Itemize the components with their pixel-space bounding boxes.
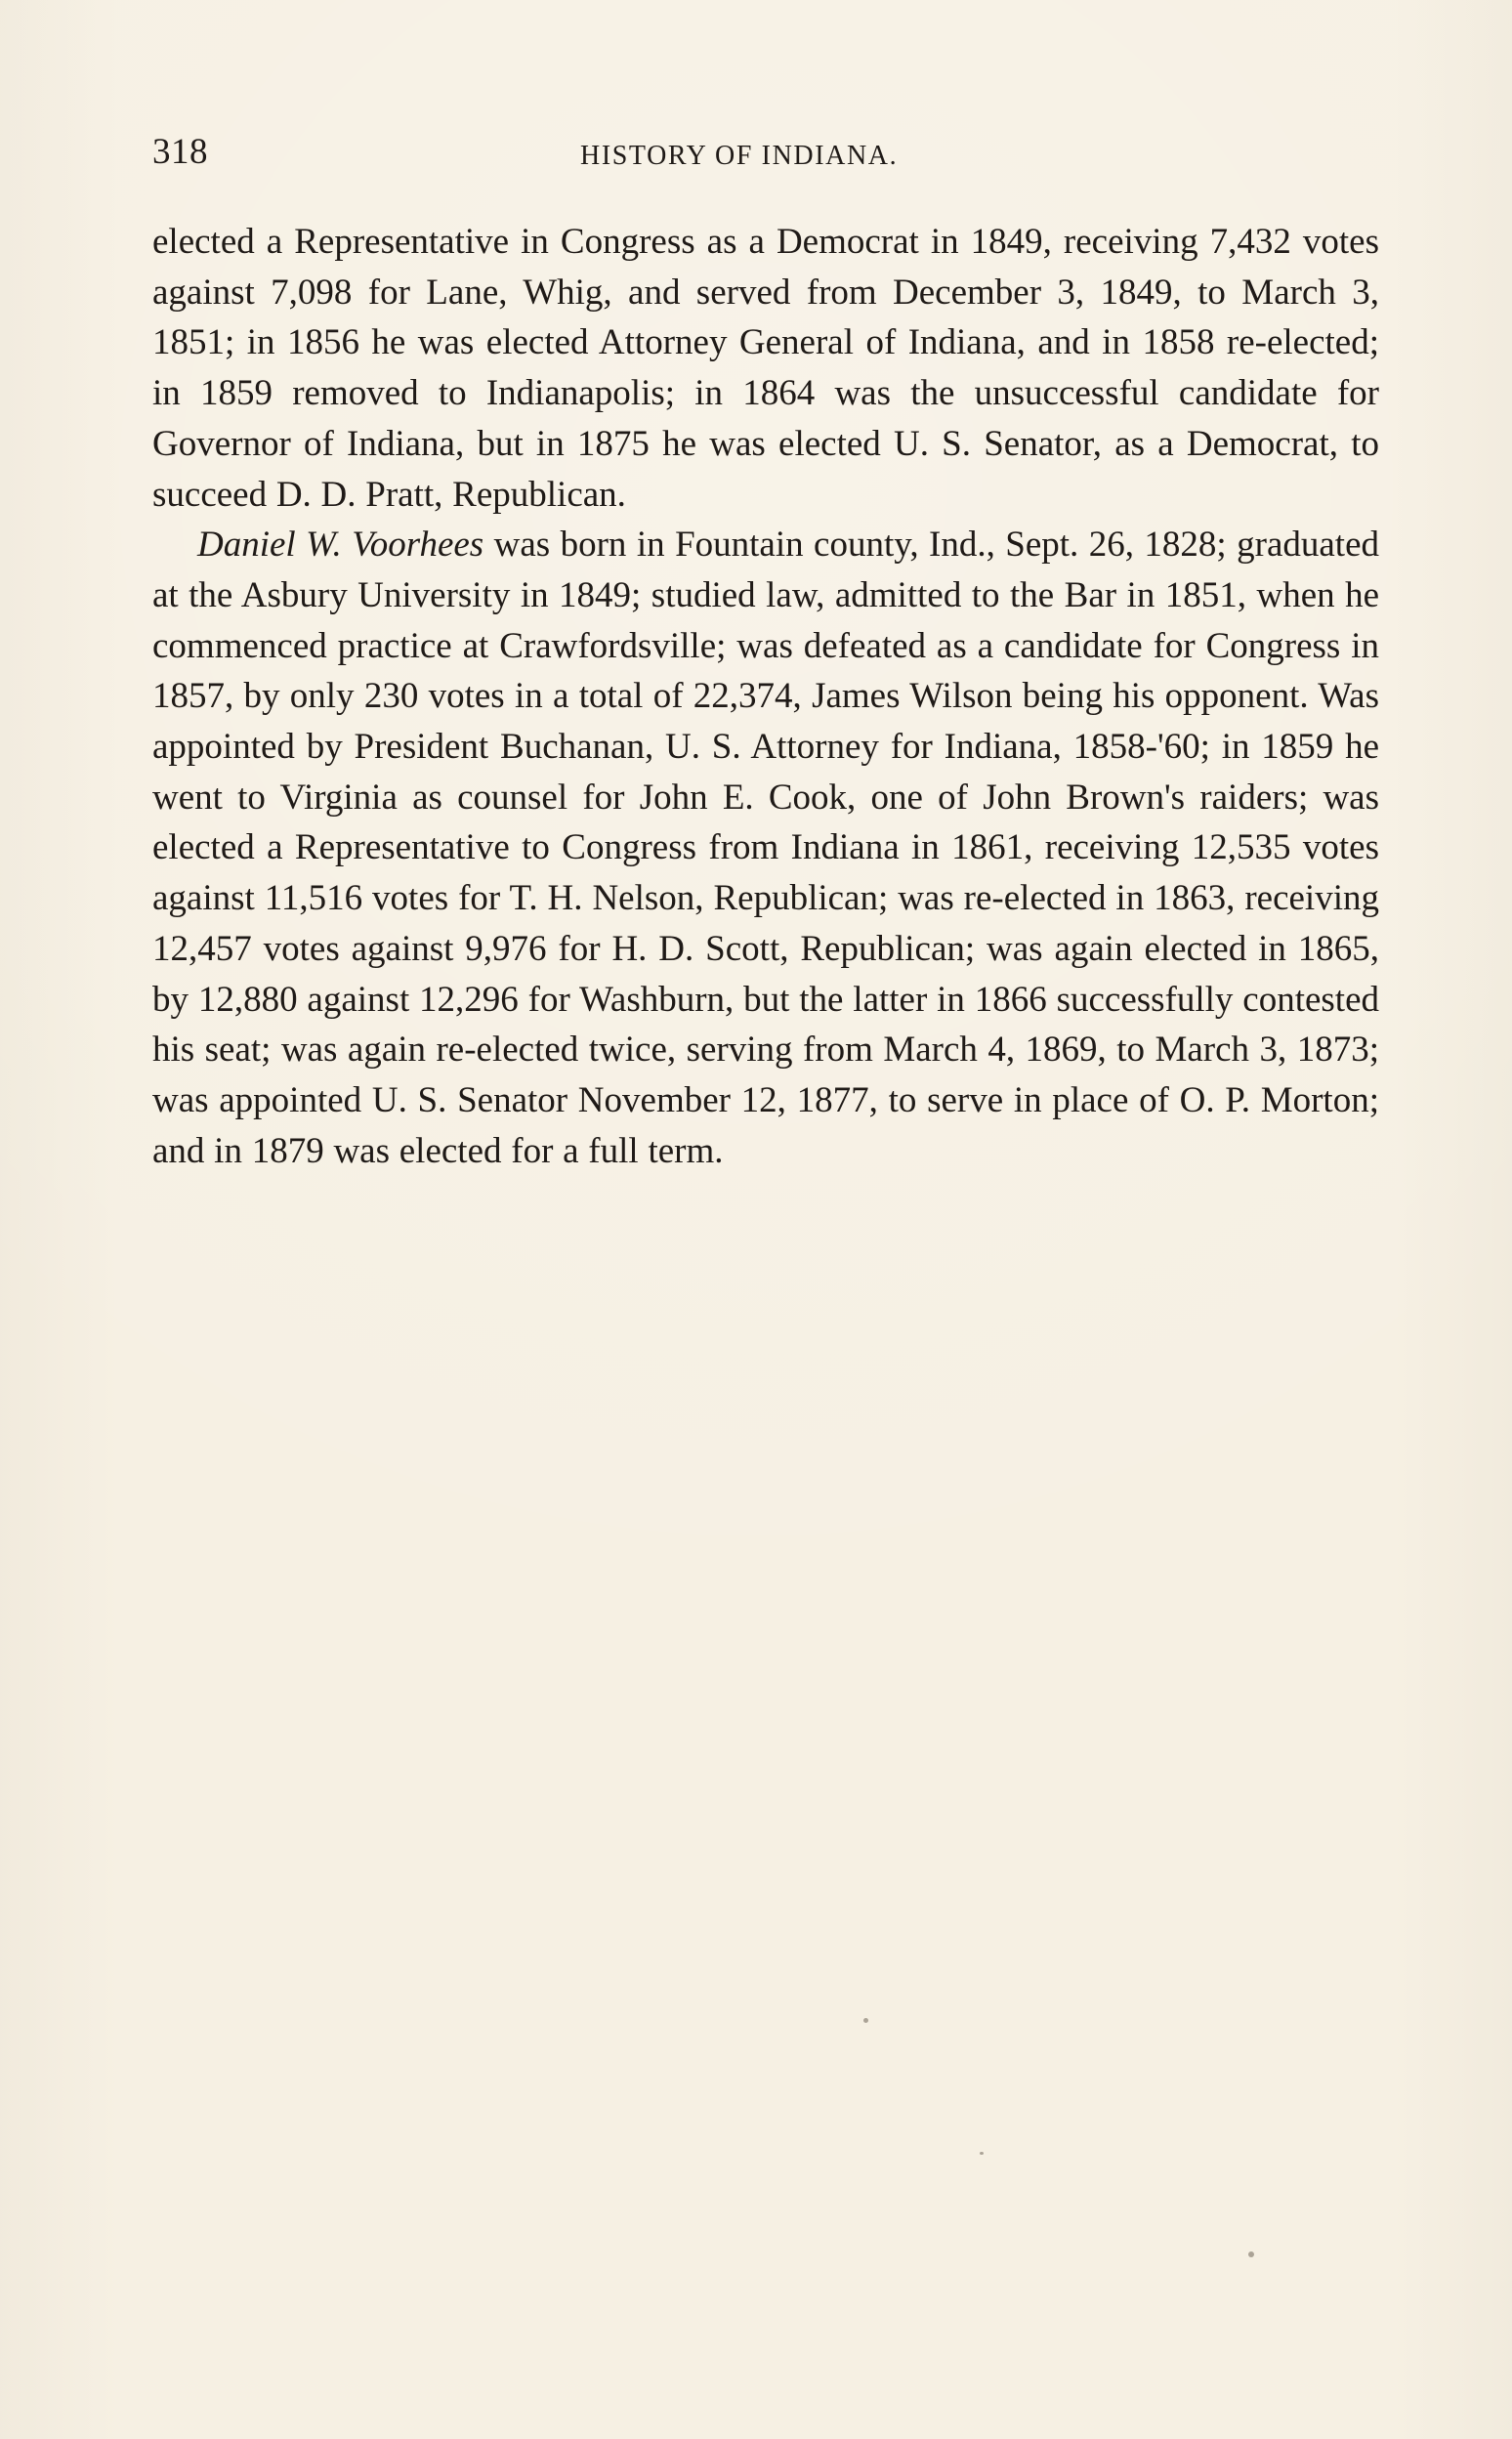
paragraph-2-text: was born in Fountain county, Ind., Sept. 26, 1828; graduated at the Asbury University in 1849; studied law, admitted to the Bar in 1851, when he commenced practice at Crawfordsville; was defeated as a candidate for Congress in 1857, by only 230 votes in a total of 22,374, James Wilson being his opponent. Was appointed by President Buchanan, U. S. Attorney for Indiana, 1858-'60; in 1859 he went to Virginia as counsel for John E. Cook, one of John Brown's raiders; was elected a Representative to Congress from Indiana in 1861, receiving 12,535 votes against 11,516 votes for T. H. Nelson, Republican; was re-elected in 1863, receiving 12,457 votes against 9,976 for H. D. Scott, Republican; was again elected in 1865, by 12,880 against 12,296 for Washburn, but the latter in 1866 successfully contested his seat; was again re-elected twice, serving from March 4, 1869, to March 3, 1873; was appointed U. S. Senator November 12, 1877, to serve in place of O. P. Morton; and in 1879 was elected for a full term. (152, 525, 1379, 1171)
paragraph-2 (152, 520, 1379, 1176)
paragraph-1: elected a Representative in Congress as a Democrat in 1849, receiving 7,432 votes against 7,098 for Lane, Whig, and served from December 3, 1849, to March 3, 1851; in 1856 he was elected Attorney General of Indiana, and in 1858 re-elected; in 1859 removed to Indianapolis; in 1864 was the unsuccessful candidate for Governor of Indiana, but in 1875 he was elected U. S. Senator, as a Democrat, to succeed D. D. Pratt, Republican. (152, 222, 1379, 515)
paper-speck (1248, 2251, 1254, 2257)
paper-speck (863, 2018, 868, 2023)
running-title: HISTORY OF INDIANA. (580, 141, 899, 171)
page-number: 318 (152, 132, 208, 172)
paper-speck (980, 2152, 984, 2155)
person-name: Daniel W. Voorhees (197, 525, 484, 566)
page-body (152, 217, 1379, 1176)
